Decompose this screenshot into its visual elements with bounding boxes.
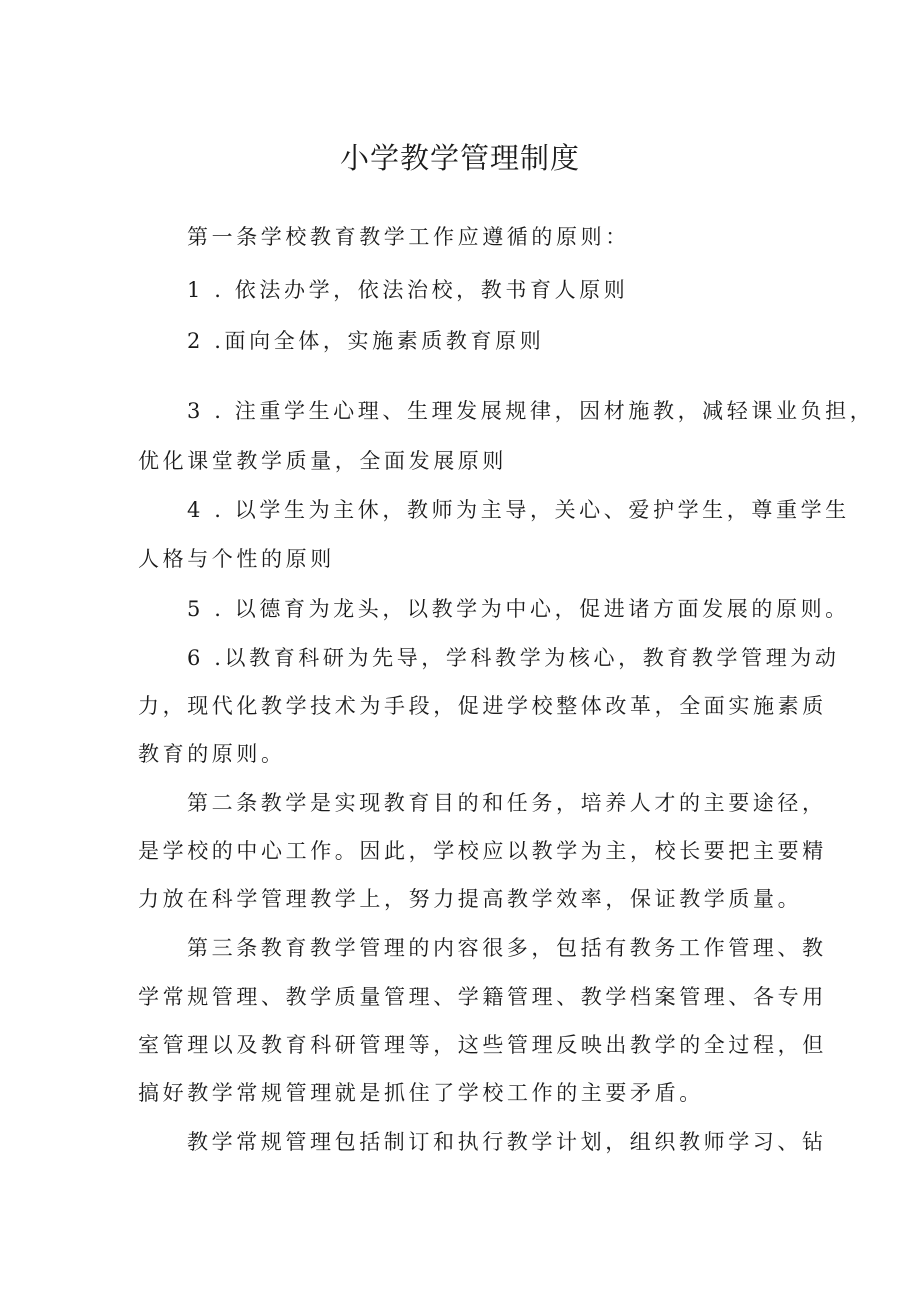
principle-6-line-1: 6 .以教育科研为先导，学科教学为核心，教育教学管理为动 bbox=[187, 646, 840, 670]
principle-3-line-1: 3 . 注重学生心理、生理发展规律，因材施教，减轻课业负担， bbox=[187, 399, 875, 423]
article-2-line-1: 第二条教学是实现教育目的和任务，培养人才的主要途径， bbox=[187, 791, 827, 815]
principle-3-line-2: 优化课堂教学质量，全面发展原则 bbox=[138, 449, 507, 473]
principle-6-line-2: 力，现代化教学技术为手段，促进学校整体改革，全面实施素质 bbox=[138, 694, 827, 718]
principle-1: 1 . 依法办学，依法治校，教书育人原则 bbox=[187, 278, 629, 302]
article-3-line-3: 室管理以及教育科研管理等，这些管理反映出教学的全过程，但 bbox=[138, 1033, 827, 1057]
principle-4-line-1: 4 . 以学生为主休，教师为主导，关心、爱护学生，尊重学生 bbox=[187, 498, 850, 522]
article-2-line-3: 力放在科学管理教学上，努力提高教学效率，保证教学质量。 bbox=[138, 887, 803, 911]
routine-management-line-1: 教学常规管理包括制订和执行教学计划，组织教师学习、钻 bbox=[187, 1130, 827, 1154]
principle-6-line-3: 教育的原则。 bbox=[138, 742, 286, 766]
principle-4-line-2: 人格与个性的原则 bbox=[138, 547, 335, 571]
principle-5: 5 . 以德育为龙头，以教学为中心，促进诸方面发展的原则。 bbox=[187, 597, 850, 621]
article-3-line-4: 搞好教学常规管理就是抓住了学校工作的主要矛盾。 bbox=[138, 1081, 704, 1105]
document-title: 小学教学管理制度 bbox=[339, 141, 580, 175]
principle-2: 2 .面向全体，实施素质教育原则 bbox=[187, 329, 545, 353]
article-3-line-2: 学常规管理、教学质量管理、学籍管理、教学档案管理、各专用 bbox=[138, 985, 827, 1009]
article-3-line-1: 第三条教育教学管理的内容很多，包括有教务工作管理、教 bbox=[187, 936, 827, 960]
article-1-heading: 第一条学校教育教学工作应遵循的原则： bbox=[187, 225, 630, 249]
article-2-line-2: 是学校的中心工作。因此，学校应以教学为主，校长要把主要精 bbox=[138, 839, 827, 863]
